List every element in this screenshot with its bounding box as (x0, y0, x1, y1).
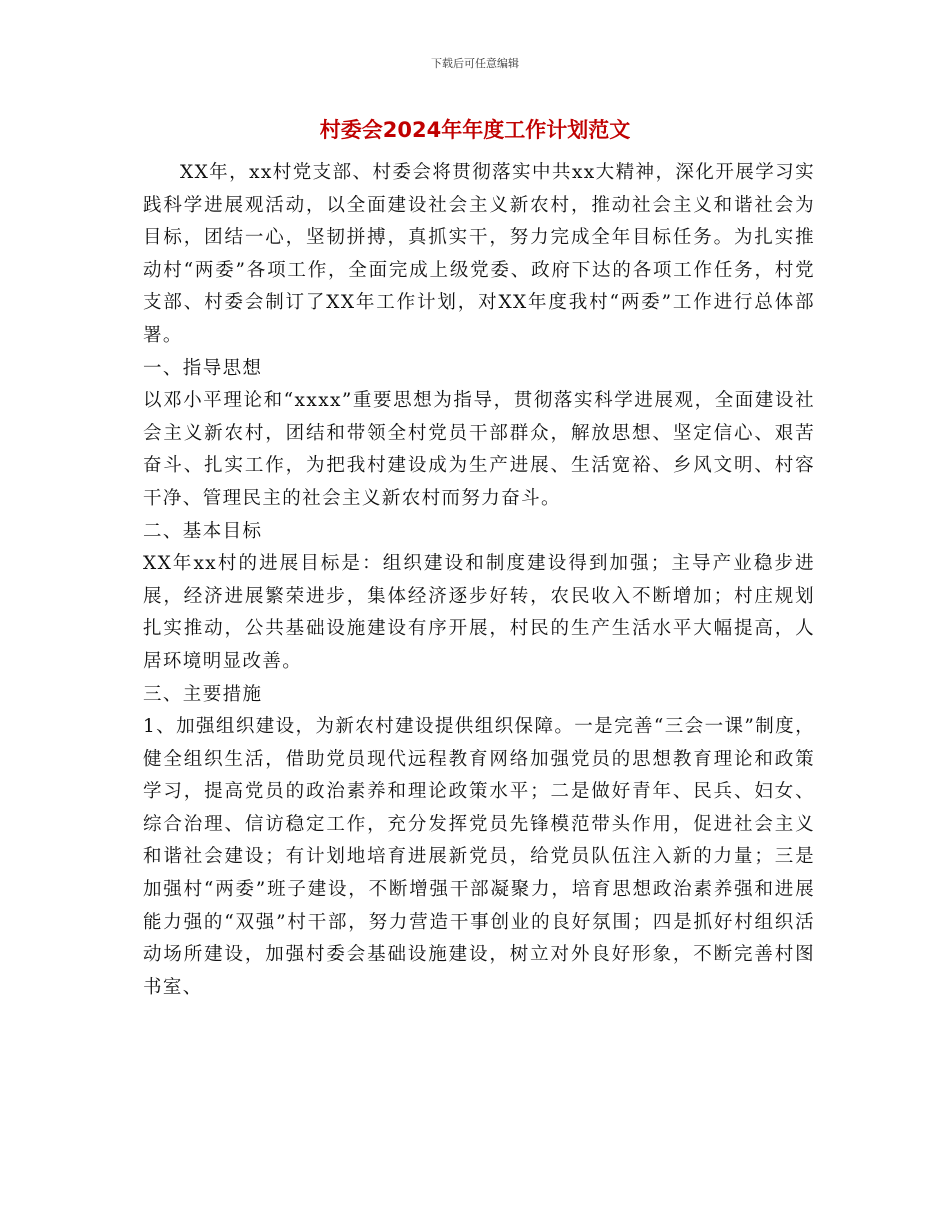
header-note: 下载后可任意编辑 (431, 57, 519, 70)
guiding-thought-paragraph: 以邓小平理论和“xxxx”重要思想为指导，贯彻落实科学进展观，全面建设社会主义新农村，团结和带领全村党员干部群众，解放思想、坚定信心、艰苦奋斗、扎实工作，为把我村建设成为生产进展、生活宽裕、乡风文明、村容干净、管理民主的社会主义新农村而努力奋斗。 (143, 390, 815, 509)
document-title: 村委会2024年年度工作计划范文 (319, 118, 631, 142)
section-heading-main-measures: 三、主要措施 (143, 683, 263, 705)
document-body (143, 157, 815, 1004)
basic-goals-paragraph: XX年xx村的进展目标是：组织建设和制度建设得到加强；主导产业稳步进展，经济进展繁荣进步，集体经济逐步好转，农民收入不断增加；村庄规划扎实推动，公共基础设施建设有序开展，村民的生产生活水平大幅提高，人居环境明显改善。 (143, 553, 815, 672)
section-heading-basic-goals: 二、基本目标 (143, 520, 263, 542)
intro-paragraph: XX年，xx村党支部、村委会将贯彻落实中共xx大精神，深化开展学习实践科学进展观活动，以全面建设社会主义新农村，推动社会主义和谐社会为目标，团结一心，坚韧拼搏，真抓实干，努力完成全年目标任务。为扎实推动村“两委”各项工作，全面完成上级党委、政府下达的各项工作任务，村党支部、村委会制订了XX年工作计划，对XX年度我村“两委”工作进行总体部署。 (143, 162, 815, 346)
section-heading-guiding-thought: 一、指导思想 (143, 357, 263, 379)
main-measures-paragraph: 1、加强组织建设，为新农村建设提供组织保障。一是完善“三会一课”制度，健全组织生活，借助党员现代远程教育网络加强党员的思想教育理论和政策学习，提高党员的政治素养和理论政策水平；二是做好青年、民兵、妇女、综合治理、信访稳定工作，充分发挥党员先锋模范带头作用，促进社会主义和谐社会建设；有计划地培育进展新党员，给党员队伍注入新的力量；三是加强村“两委”班子建设，不断增强干部凝聚力，培育思想政治素养强和进展能力强的“双强”村干部，努力营造干事创业的良好氛围；四是抓好村组织活动场所建设，加强村委会基础设施建设，树立对外良好形象，不断完善村图书室、 (143, 716, 815, 998)
